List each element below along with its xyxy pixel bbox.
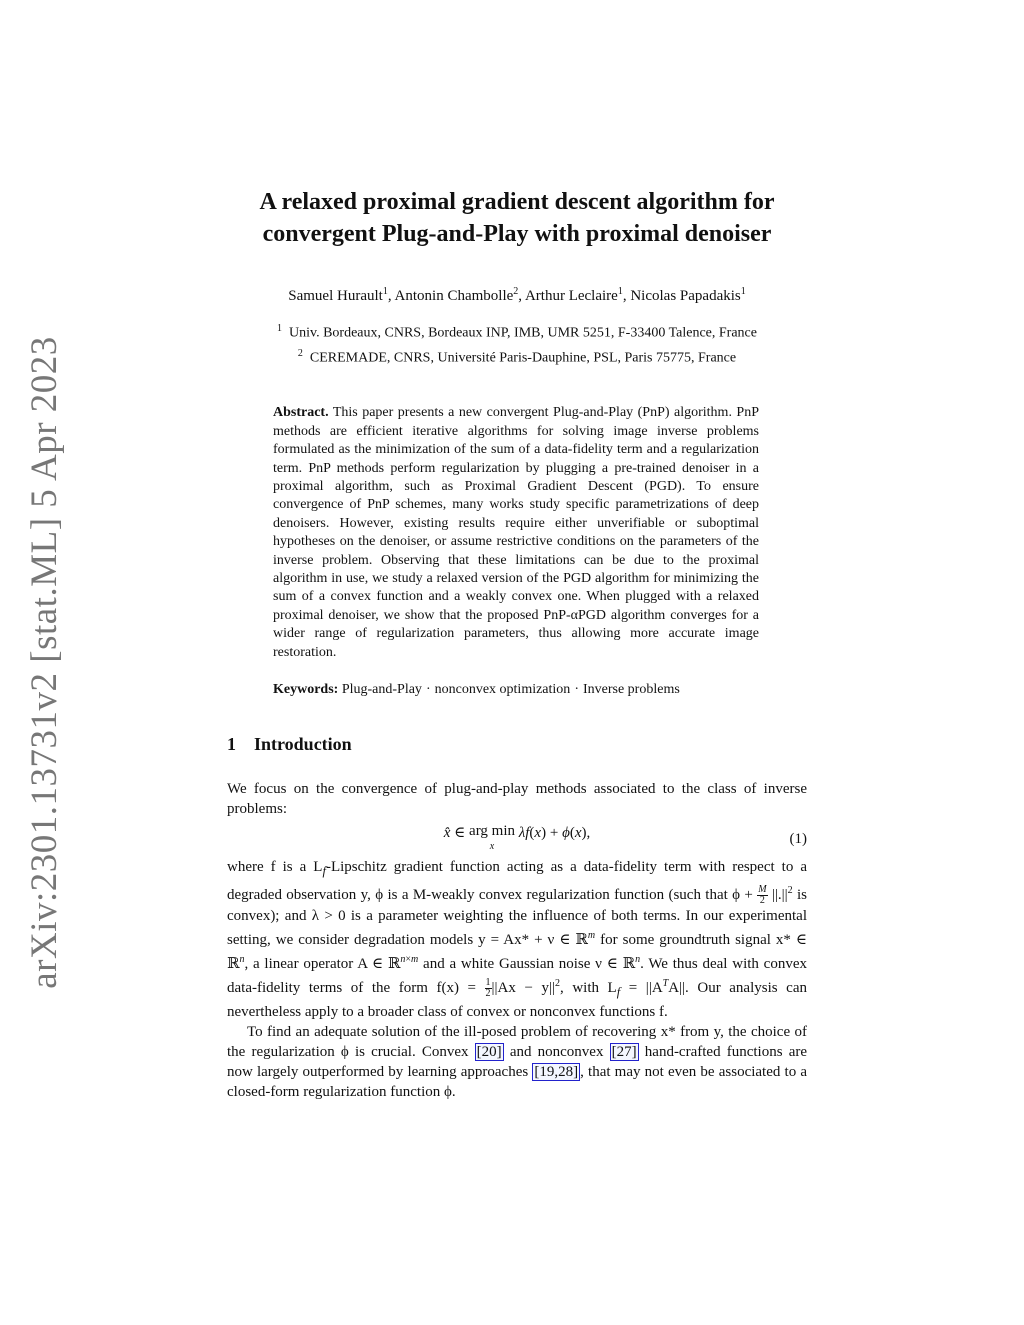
author-mark: 2 xyxy=(513,286,519,297)
title-line-1: A relaxed proximal gradient descent algorithm for xyxy=(259,189,775,215)
affiliation-2: $^2$ CEREMADE, CNRS, Université Paris-Dauphine, PSL, Paris 75775, France xyxy=(297,347,737,366)
paper-page xyxy=(227,186,807,1102)
arxiv-id-text: arXiv:2301.13731v2 [stat.ML] 5 Apr 2023 xyxy=(23,335,65,989)
keyword-separator: · xyxy=(425,682,431,697)
paper-title xyxy=(227,186,807,250)
abstract xyxy=(273,404,759,662)
intro-paragraph-1: We focus on the convergence of plug-and-play methods associated to the class of inverse problems: xyxy=(227,781,807,817)
fraction-1-over-2: $\frac{1}{2}$ xyxy=(485,977,491,1000)
author-name: Arthur Leclaire xyxy=(524,288,618,304)
author-list: Samuel Hurault$^1$, Antonin Chambolle$^2$, Arthur Leclaire$^1$, Nicolas Papadakis$^1$ xyxy=(288,286,746,304)
keyword: Inverse problems xyxy=(582,682,680,697)
keyword: nonconvex optimization xyxy=(434,682,571,697)
author-name: Antonin Chambolle xyxy=(394,288,514,304)
author-mark: 1 xyxy=(617,286,623,297)
author-mark: 1 xyxy=(740,286,746,297)
keywords xyxy=(273,682,759,698)
citation-link[interactable]: [20] xyxy=(476,1044,502,1061)
section-heading xyxy=(227,734,807,755)
section-title: Introduction xyxy=(254,734,352,754)
title-line-2: convergent Plug-and-Play with proximal denoiser xyxy=(262,221,772,247)
citation-link[interactable]: [27] xyxy=(611,1044,637,1061)
argmin-operator: arg min x xyxy=(469,823,515,852)
citation-link[interactable]: [19,28] xyxy=(534,1064,579,1081)
author-name: Nicolas Papadakis xyxy=(630,288,741,304)
abstract-text: This paper presents a new convergent Plug-and-Play (PnP) algorithm. PnP methods are efficient iterative algorithms for solving image inverse problems formulated as the minimization of the sum of a data-fidelity term and a regularization term. PnP methods perform regularization by plugging a pre-trained denoiser in a proximal algorithm, such as Proximal Gradient Descent (PGD). To ensure convergence of PnP schemes, many works study specific parametrizations of deep denoisers. However, existing results require either unverifiable or suboptimal hypotheses on the denoiser, or assume restrictive conditions on the parameters of the inverse problem. Observing that these limitations can be due to the proximal algorithm in use, we study a relaxed version of the PGD algorithm for minimizing the sum of a convex function and a weakly convex one. When plugged with a relaxed proximal denoiser, we show that the proposed PnP-αPGD algorithm converges for a wider range of regularization parameters, thus allowing more accurate image restoration. xyxy=(273,405,760,660)
equation-expression: x̂ ∈ arg min x λf(x) + ϕ(x), xyxy=(227,823,773,855)
intro-paragraph-2: where f is a $L_f$-Lipschitz gradient function acting as a data-fidelity term with respect to a degraded observation y, ϕ is a M-weakly convex regularization function (such that ϕ + $\frac{M}{2}$ $||.||^2$ is convex); and λ > 0 is a parameter weighting the influence of both terms. In our experimental setting, we consider degradation models y = Ax* + ν ∈ ℝ$^m$ for some groundtruth signal x* ∈ ℝ$^n$, a linear operator A ∈ ℝ$^{n\times m}$ and a white Gaussian noise ν ∈ ℝ$^n$. We thus deal with convex data-fidelity terms of the form f(x) = $\frac{1}{2}$ $||Ax - y||^2$, with $L_f = ||A^TA||$. Our analysis can nevertheless apply to a broader class of convex or nonconvex functions f. xyxy=(227,859,807,1021)
fraction-m-over-2: $\frac{M}{2}$ xyxy=(758,884,767,907)
keyword-separator: · xyxy=(574,682,579,697)
affiliation-1: $^1$ Univ. Bordeaux, CNRS, Bordeaux INP, IMB, UMR 5251, F-33400 Talence, France xyxy=(277,323,757,341)
intro-paragraph-3: To find an adequate solution of the ill-posed problem of recovering x* from y, the choice of the regularization ϕ is crucial. Convex [20] and nonconvex [27] hand-crafted functions are now largely outperformed by learning approaches [19,28] , that may not even be associated to a closed-form regularization function ϕ. xyxy=(227,1024,808,1101)
equation-1 xyxy=(227,821,807,857)
keyword: Plug-and-Play xyxy=(341,682,422,697)
keywords-label: Keywords: xyxy=(273,682,339,697)
section-number: 1 xyxy=(227,734,236,754)
abstract-label: Abstract. xyxy=(273,405,329,421)
author-mark: 1 xyxy=(382,286,388,297)
arxiv-identifier xyxy=(14,335,74,989)
author-name: Samuel Hurault xyxy=(288,288,383,304)
equation-label: (1) xyxy=(789,830,807,847)
affiliations xyxy=(227,319,807,368)
